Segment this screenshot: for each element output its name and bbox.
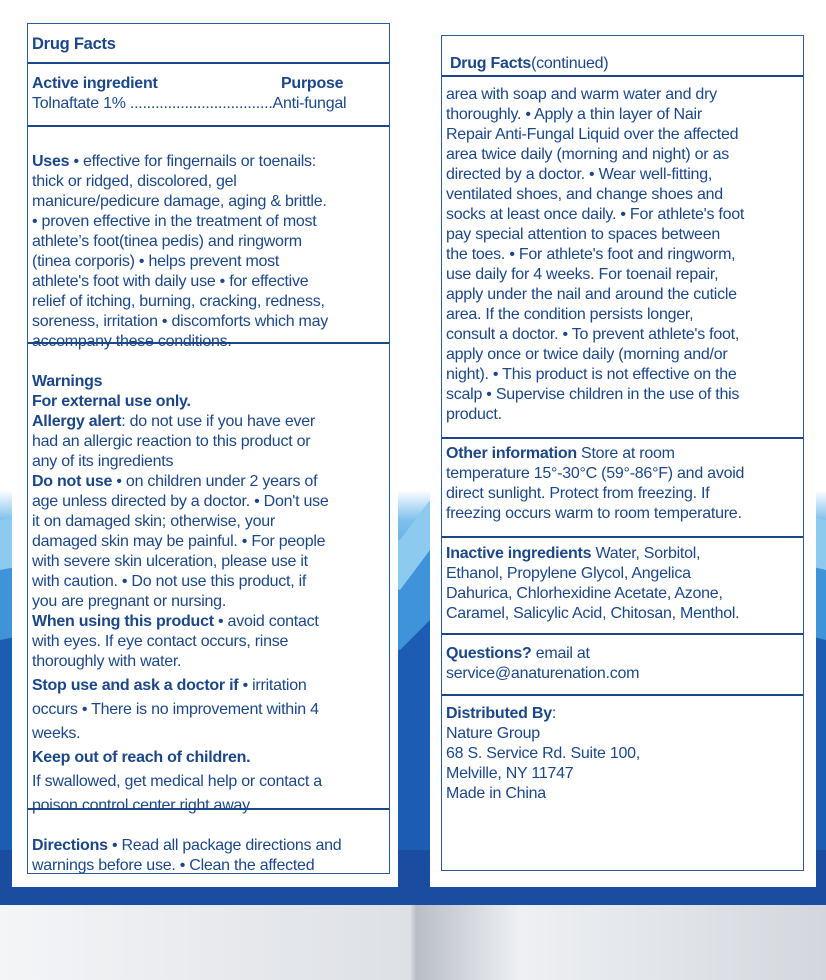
text-line — [32, 212, 316, 232]
body-text: Nature Group — [446, 725, 540, 742]
body-text: with eyes. If eye contact occurs, rinse — [32, 633, 289, 650]
body-text: thoroughly with water. — [32, 653, 182, 670]
text-line — [446, 764, 573, 784]
body-text: Made in China — [446, 785, 546, 802]
active-ingredient-value: Tolnaftate 1% .................................. — [32, 95, 273, 112]
text-line — [32, 272, 308, 292]
divider — [442, 694, 803, 696]
text-line — [446, 205, 744, 225]
text-line — [32, 252, 279, 272]
body-text: accompany these conditions. — [32, 333, 232, 350]
text-line — [446, 185, 723, 205]
body-text: night). • This product is not effective on the — [446, 366, 737, 383]
continued-label: (continued) — [531, 55, 609, 72]
bold-label: Keep out of reach of children. — [32, 749, 251, 766]
active-ingredient-heading: Active ingredient — [32, 75, 158, 92]
bold-label: Distributed By — [446, 705, 552, 722]
body-text: direct sunlight. Protect from freezing. If — [446, 485, 710, 502]
text-line — [446, 504, 742, 524]
bold-label: Inactive ingredients — [446, 545, 592, 562]
body-text: with severe skin ulceration, please use it — [32, 553, 308, 570]
purpose-heading: Purpose — [281, 75, 344, 92]
body-text: Dahurica, Chlorhexidine Acetate, Azone, — [446, 585, 723, 602]
divider — [442, 536, 803, 538]
text-line — [446, 165, 712, 185]
text-line — [32, 372, 102, 392]
body-text: use daily for 4 weeks. For toenail repair, — [446, 266, 719, 283]
drug-facts-panel-left — [12, 12, 398, 887]
divider — [28, 62, 389, 64]
body-text: occurs • There is no improvement within 4 — [32, 701, 319, 718]
body-text: poison control center right away. — [32, 797, 253, 814]
text-line — [32, 700, 319, 720]
text-line — [446, 345, 727, 365]
body-text: apply once or twice daily (morning and/or — [446, 346, 728, 363]
body-text: • effective for fingernails or toenails: — [69, 153, 316, 170]
text-line — [446, 365, 737, 385]
body-text: Repair Anti-Fungal Liquid over the affected — [446, 126, 739, 143]
text-line — [32, 432, 310, 452]
drug-facts-panel-right — [430, 17, 816, 887]
bold-label: Allergy alert — [32, 413, 122, 430]
text-line — [32, 856, 314, 876]
body-text: socks at least once daily. • For athlete's foot — [446, 206, 745, 223]
bold-label: Uses — [32, 153, 70, 170]
body-text: soreness, irritation • discomforts which may — [32, 313, 329, 330]
body-text: product. — [446, 406, 502, 423]
body-text: athlete's foot with daily use • for effective — [32, 273, 309, 290]
body-text: age unless directed by a doctor. • Don't use — [32, 493, 329, 510]
bold-label: Warnings — [32, 373, 103, 390]
body-text: had an allergic reaction to this product or — [32, 433, 311, 450]
text-line — [446, 704, 556, 724]
body-text: consult a doctor. • To prevent athlete's foot, — [446, 326, 740, 343]
body-text: Water, Sorbitol, — [591, 545, 701, 562]
body-text: scalp • Supervise children in the use of this — [446, 386, 740, 403]
body-text: temperature 15°-30°C (59°-86°F) and avoid — [446, 465, 745, 482]
text-line — [32, 836, 341, 856]
drug-facts-continued-title — [450, 54, 608, 74]
text-line — [32, 572, 306, 592]
body-text: Caramel, Salicylic Acid, Chitosan, Menthol. — [446, 605, 740, 622]
text-line — [32, 412, 315, 432]
body-text: it on damaged skin; otherwise, your — [32, 513, 275, 530]
body-text: email at — [531, 645, 590, 662]
text-line — [32, 392, 191, 412]
body-text: apply under the nail and around the cuticle — [446, 286, 737, 303]
text-line — [32, 552, 308, 572]
body-text: thick or ridged, discolored, gel — [32, 173, 237, 190]
text-line — [446, 105, 702, 125]
text-line — [446, 724, 540, 744]
body-text: area with soap and warm water and dry — [446, 86, 717, 103]
text-line — [32, 172, 237, 192]
text-line — [446, 245, 735, 265]
text-line — [446, 85, 717, 105]
body-text: you are pregnant or nursing. — [32, 593, 227, 610]
active-ingredient-row — [32, 94, 346, 114]
text-line — [32, 676, 307, 696]
text-line — [446, 125, 738, 145]
text-line — [32, 724, 80, 744]
body-text: directed by a doctor. • Wear well-fitting, — [446, 166, 713, 183]
text-line — [32, 292, 325, 312]
body-text: Ethanol, Propylene Glycol, Angelica — [446, 565, 691, 582]
body-text: athlete’s foot(tinea pedis) and ringworm — [32, 233, 302, 250]
bold-label: Do not use — [32, 473, 113, 490]
body-text: freezing occurs warm to room temperature. — [446, 505, 742, 522]
text-line — [446, 484, 709, 504]
text-line — [32, 592, 226, 612]
body-text: : — [551, 705, 557, 722]
text-line — [446, 564, 691, 584]
drug-facts-title: Drug Facts — [450, 55, 532, 72]
text-line — [446, 225, 720, 245]
bold-label: For external use only. — [32, 393, 191, 410]
divider — [28, 125, 389, 127]
body-text: Store at room — [576, 445, 675, 462]
text-line — [446, 584, 723, 604]
body-text: • proven effective in the treatment of most — [32, 213, 317, 230]
body-text: any of its ingredients — [32, 453, 174, 470]
divider — [442, 75, 803, 77]
text-line — [446, 145, 729, 165]
body-text: damaged skin may be painful. • For people — [32, 533, 326, 550]
text-line — [32, 652, 181, 672]
body-text: • Read all package directions and — [107, 837, 342, 854]
bold-label: Stop use and ask a doctor if — [32, 677, 239, 694]
bold-label: Directions — [32, 837, 108, 854]
text-line — [32, 332, 232, 352]
body-text: warnings before use. • Clean the affected — [32, 857, 315, 874]
body-text: thoroughly. • Apply a thin layer of Nair — [446, 106, 702, 123]
text-line — [32, 452, 173, 472]
text-line — [32, 512, 275, 532]
text-line — [446, 305, 693, 325]
bold-label: When using this product — [32, 613, 214, 630]
body-text: pay special attention to spaces between — [446, 226, 720, 243]
text-line — [446, 744, 640, 764]
text-line — [446, 444, 675, 464]
text-line — [32, 796, 253, 816]
text-line — [32, 748, 250, 768]
body-text: If swallowed, get medical help or contact a — [32, 773, 322, 790]
body-text: 68 S. Service Rd. Suite 100, — [446, 745, 640, 762]
text-line — [446, 644, 590, 664]
body-text: ventilated shoes, and change shoes and — [446, 186, 723, 203]
text-line — [32, 152, 316, 172]
text-line — [446, 464, 744, 484]
text-line — [32, 472, 317, 492]
text-line — [446, 265, 718, 285]
body-text: area. If the condition persists longer, — [446, 306, 694, 323]
body-text: (tinea corporis) • helps prevent most — [32, 253, 280, 270]
body-text: weeks. — [32, 725, 81, 742]
drug-facts-box-right — [441, 35, 804, 871]
body-text: the toes. • For athlete's foot and ringworm, — [446, 246, 736, 263]
bold-label: Other information — [446, 445, 577, 462]
text-line — [32, 532, 325, 552]
divider — [442, 633, 803, 635]
drug-facts-box-left — [27, 23, 390, 874]
body-text: • irritation — [238, 677, 307, 694]
body-text: relief of itching, burning, cracking, redness, — [32, 293, 325, 310]
divider — [442, 437, 803, 439]
text-line — [32, 192, 327, 212]
body-text: • avoid contact — [213, 613, 319, 630]
text-line — [446, 325, 739, 345]
text-line — [32, 612, 319, 632]
text-line — [446, 664, 639, 684]
drug-facts-title: Drug Facts — [32, 35, 116, 53]
text-line — [32, 632, 288, 652]
body-text: • on children under 2 years of — [112, 473, 318, 490]
body-text: area twice daily (morning and night) or as — [446, 146, 729, 163]
bottom-surface — [0, 905, 826, 980]
text-line — [446, 405, 502, 425]
text-line — [446, 784, 546, 804]
purpose-value: Anti-fungal — [272, 95, 347, 112]
body-text: service@anaturenation.com — [446, 665, 640, 682]
body-text: : do not use if you have ever — [121, 413, 315, 430]
body-text: Melville, NY 11747 — [446, 765, 574, 782]
text-line — [32, 312, 328, 332]
body-text: manicure/pedicure damage, aging & brittle. — [32, 193, 327, 210]
text-line — [446, 604, 739, 624]
bold-label: Questions? — [446, 645, 532, 662]
body-text: with caution. • Do not use this product, if — [32, 573, 307, 590]
text-line — [446, 544, 700, 564]
text-line — [446, 385, 739, 405]
text-line — [32, 232, 302, 252]
text-line — [32, 492, 329, 512]
text-line — [446, 285, 737, 305]
text-line — [32, 772, 322, 792]
